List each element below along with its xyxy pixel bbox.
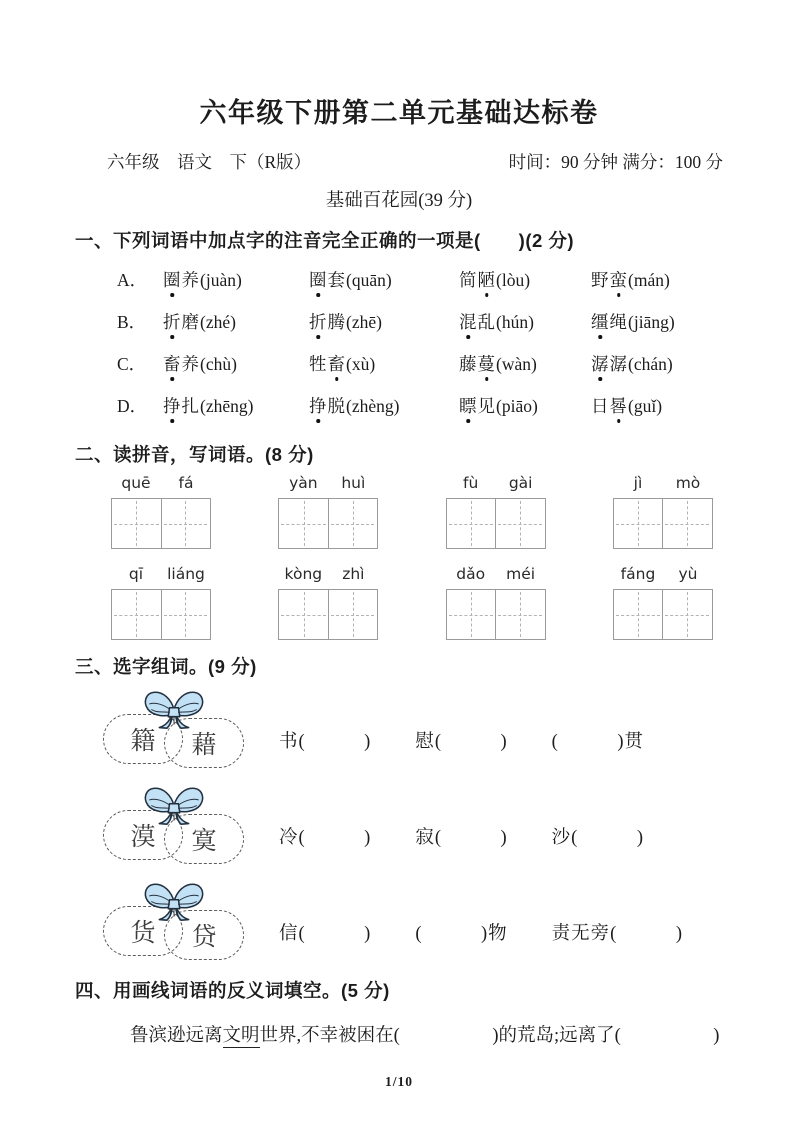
- bow-ribbon-icon: [142, 782, 206, 828]
- word-item: 圈套(quān): [309, 267, 459, 292]
- page-title: 六年级下册第二单元基础达标卷: [199, 98, 599, 128]
- word-item: 日晷(guǐ): [591, 393, 723, 418]
- writing-grid: [111, 498, 211, 549]
- character-choice: 籍: [103, 714, 183, 764]
- word-item: 挣扎(zhēng): [163, 393, 309, 418]
- word-item: 瞟见(piāo): [459, 393, 591, 418]
- word-item: 折磨(zhé): [163, 309, 309, 334]
- blank-item: 慰( ): [415, 732, 508, 752]
- character-pair: [103, 692, 245, 772]
- q4-number: 四、: [75, 980, 114, 1001]
- character-choice: 藉: [164, 718, 244, 768]
- meta-grade-subject: 六年级 语文 下（R版）: [107, 152, 312, 172]
- word-item: 缰绳(jiāng): [591, 309, 723, 334]
- word-item: 简陋(lòu): [459, 267, 591, 292]
- writing-grid: [278, 498, 378, 549]
- writing-grid: [446, 589, 546, 640]
- q3-title: 选字组词。(9 分): [113, 656, 257, 677]
- option-row-b: [117, 300, 723, 342]
- q2-row-1: [111, 474, 713, 549]
- blank-item: ( )贯: [551, 732, 644, 752]
- pinyin-write-group: fáng yù: [613, 565, 713, 640]
- blank-item: ( )物: [415, 924, 508, 944]
- word-item: 潺潺(chán): [591, 351, 723, 376]
- underlined-word: 文明: [222, 1026, 260, 1046]
- q3-pair-row-2: [75, 784, 723, 872]
- bow-ribbon-icon: [142, 878, 206, 924]
- q2-title: 读拼音，写词语。(8 分): [113, 444, 314, 465]
- q4-sentence: 鲁滨逊远离文明世界,不幸被困在( )的荒岛;远离了( ): [130, 1026, 720, 1046]
- q2-number: 二、: [75, 444, 114, 465]
- option-letter: B．: [117, 311, 147, 332]
- writing-grid: [613, 498, 713, 549]
- q3-pair-row-1: [75, 688, 723, 776]
- meta-row: [75, 150, 723, 174]
- pinyin-write-group: dǎo méi: [446, 565, 546, 640]
- word-item: 圈养(juàn): [163, 267, 309, 292]
- q1-header: [75, 228, 723, 254]
- pinyin-write-group: kòng zhì: [278, 565, 378, 640]
- writing-grid: [613, 589, 713, 640]
- option-letter: C．: [117, 353, 147, 374]
- word-item: 折腾(zhē): [309, 309, 459, 334]
- option-row-d: [117, 384, 723, 426]
- writing-grid: [111, 589, 211, 640]
- character-pair: [103, 884, 245, 964]
- q2-header: [75, 442, 723, 468]
- blank-item: 书( ): [279, 732, 372, 752]
- q4-title: 用画线词语的反义词填空。(5 分): [113, 980, 390, 1001]
- option-letter: A．: [117, 269, 148, 290]
- bow-ribbon-icon: [142, 686, 206, 732]
- q2-row-2: [111, 565, 713, 640]
- word-item: 藤蔓(wàn): [459, 351, 591, 376]
- q3-header: [75, 654, 723, 680]
- meta-time-score: 时间：90 分钟 满分：100 分: [508, 152, 723, 172]
- option-letter: D．: [117, 395, 148, 416]
- word-item: 畜养(chù): [163, 351, 309, 376]
- pinyin-write-group: jì mò: [613, 474, 713, 549]
- page-number: 1/10: [384, 1074, 413, 1089]
- character-pair: [103, 788, 245, 868]
- character-choice: 贷: [164, 910, 244, 960]
- q1-number: 一、: [75, 230, 114, 251]
- pinyin-write-group: yàn huì: [278, 474, 378, 549]
- pinyin-write-group: qī liáng: [111, 565, 211, 640]
- word-item: 混乱(hún): [459, 309, 591, 334]
- q1-title: 下列词语中加点字的注音完全正确的一项是( )(2 分): [113, 230, 575, 251]
- word-item: 牲畜(xù): [309, 351, 459, 376]
- writing-grid: [278, 589, 378, 640]
- q3-pair-row-3: [75, 880, 723, 968]
- blank-item: 信( ): [279, 924, 372, 944]
- fill-blanks: [279, 919, 727, 945]
- q3-number: 三、: [75, 656, 114, 677]
- character-choice: 货: [103, 906, 183, 956]
- word-item: 挣脱(zhèng): [309, 393, 459, 418]
- character-choice: 寞: [164, 814, 244, 864]
- option-row-a: [117, 258, 723, 300]
- option-row-c: [117, 342, 723, 384]
- pinyin-write-group: quē fá: [111, 474, 211, 549]
- fill-blanks: [279, 727, 688, 753]
- section-title: 基础百花园(39 分): [325, 191, 473, 211]
- blank-item: 寂( ): [415, 828, 508, 848]
- blank-item: 沙( ): [551, 828, 644, 848]
- q1-options: [117, 258, 723, 426]
- blank-item: 责无旁( ): [551, 924, 683, 944]
- blank-item: 冷( ): [279, 828, 372, 848]
- pinyin-write-group: fù gài: [446, 474, 546, 549]
- fill-blanks: [279, 823, 688, 849]
- q4-header: [75, 978, 723, 1004]
- writing-grid: [446, 498, 546, 549]
- character-choice: 漠: [103, 810, 183, 860]
- word-item: 野蛮(mán): [591, 267, 723, 292]
